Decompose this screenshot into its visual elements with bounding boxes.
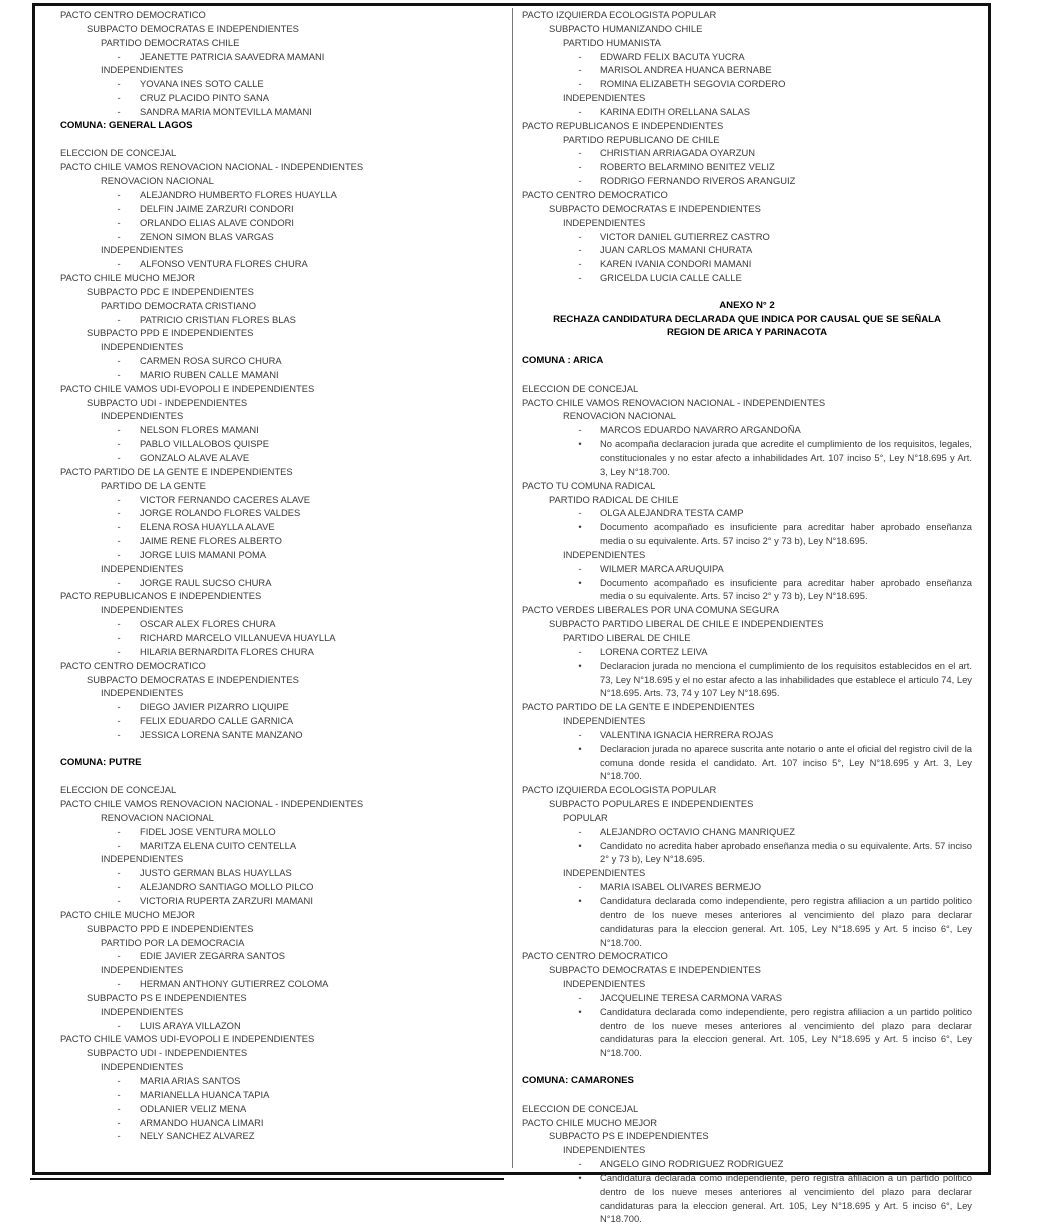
candidate-item	[522, 77, 972, 91]
candidate-item	[522, 991, 972, 1005]
reason-text: Documento acompañado es insuficiente para acreditar haber aprobado enseñanza media o su equivalente. Arts. 57 inciso 2° y 73 b), Ley N°18.695.	[600, 521, 972, 547]
column-divider	[512, 8, 513, 1168]
group-label: PACTO CHILE MUCHO MEJOR	[60, 908, 196, 920]
candidate-item	[60, 50, 500, 64]
candidate-name: GRICELDA LUCIA CALLE CALLE	[600, 272, 742, 284]
candidate-name: PATRICIO CRISTIAN FLORES BLAS	[140, 313, 296, 325]
candidate-name: VICTOR FERNANDO CACERES ALAVE	[140, 493, 311, 505]
candidate-name: JUSTO GERMAN BLAS HUAYLLAS	[140, 867, 292, 879]
candidate-item	[60, 1088, 500, 1102]
candidate-name: MARIO RUBEN CALLE MAMANI	[140, 368, 279, 380]
candidate-item	[60, 714, 500, 728]
group-label: PARTIDO HUMANISTA	[563, 36, 661, 48]
dash-marker: -	[117, 1116, 121, 1128]
group-label: SUBPACTO PARTIDO LIBERAL DE CHILE E INDEPENDIENTES	[549, 618, 824, 630]
rejection-reason	[522, 742, 972, 784]
group-label: PACTO CHILE MUCHO MEJOR	[522, 1116, 658, 1128]
group-label: PACTO IZQUIERDA ECOLOGISTA POPULAR	[522, 784, 717, 796]
dash-marker: -	[578, 562, 582, 574]
candidate-item	[522, 562, 972, 576]
candidate-name: HILARIA BERNARDITA FLORES CHURA	[140, 645, 314, 657]
candidate-item	[60, 105, 500, 119]
candidate-item	[522, 257, 972, 271]
rejection-reason	[522, 839, 972, 867]
candidate-item	[60, 437, 500, 451]
dash-marker: -	[117, 950, 121, 962]
group-label: SUBPACTO HUMANIZANDO CHILE	[549, 22, 703, 34]
candidate-item	[60, 631, 500, 645]
group-label: SUBPACTO DEMOCRATAS E INDEPENDIENTES	[87, 22, 299, 34]
candidate-item	[60, 1019, 500, 1033]
candidate-name: CHRISTIAN ARRIAGADA OYARZUN	[600, 147, 756, 159]
candidate-name: MARIANELLA HUANCA TAPIA	[140, 1088, 270, 1100]
spacer	[60, 769, 500, 783]
candidate-item	[60, 423, 500, 437]
group-label: PACTO TU COMUNA RADICAL	[522, 479, 656, 491]
group-label: INDEPENDIENTES	[563, 867, 646, 879]
reason-text: Candidato no acredita haber aprobado enseñanza media o su equivalente. Arts. 57 inciso 2° y 73 b), Ley N°18.695.	[600, 839, 972, 865]
dash-marker: -	[117, 1019, 121, 1031]
candidate-name: LORENA CORTEZ LEIVA	[600, 645, 708, 657]
dash-marker: -	[117, 424, 121, 436]
candidate-name: JORGE RAUL SUCSO CHURA	[140, 576, 272, 588]
dash-marker: -	[578, 50, 582, 62]
reason-text: Declaracion jurada no aparece suscrita ante notario o ante el oficial del registro civil de la comuna donde resida el candidato. Art. 107 inciso 5°, Ley N°18.695 y Art. 3, Ley N°18.700.	[600, 742, 972, 782]
bullet-marker: •	[578, 576, 582, 588]
dash-marker: -	[117, 313, 121, 325]
dash-marker: -	[117, 825, 121, 837]
candidate-name: JORGE LUIS MAMANI POMA	[140, 548, 267, 560]
dash-marker: -	[117, 50, 121, 62]
candidate-name: OSCAR ALEX FLORES CHURA	[140, 618, 276, 630]
candidate-name: JACQUELINE TERESA CARMONA VARAS	[600, 991, 782, 1003]
group-label: ELECCION DE CONCEJAL	[60, 784, 177, 796]
comuna-heading: COMUNA : ARICA	[522, 355, 604, 367]
dash-marker: -	[117, 452, 121, 463]
candidate-item	[522, 728, 972, 742]
candidate-item	[522, 506, 972, 520]
group-label: PACTO IZQUIERDA ECOLOGISTA POPULAR	[522, 9, 717, 20]
dash-marker: -	[578, 258, 582, 270]
candidate-item	[522, 230, 972, 244]
group-label: SUBPACTO POPULARES E INDEPENDIENTES	[549, 798, 754, 810]
spacer	[522, 368, 972, 382]
group-label: ELECCION DE CONCEJAL	[60, 147, 177, 159]
candidate-name: CRUZ PLACIDO PINTO SANA	[140, 92, 270, 104]
rejection-reason	[522, 894, 972, 949]
candidate-name: FELIX EDUARDO CALLE GARNICA	[140, 715, 294, 727]
candidate-item	[60, 1116, 500, 1130]
candidate-name: YOVANA INES SOTO CALLE	[140, 78, 264, 90]
candidate-item	[522, 645, 972, 659]
candidate-item	[60, 617, 500, 631]
candidate-name: KAREN IVANIA CONDORI MAMANI	[600, 258, 752, 270]
group-label: INDEPENDIENTES	[101, 244, 184, 256]
group-label: PACTO CHILE VAMOS RENOVACION NACIONAL - INDEPENDIENTES	[60, 798, 364, 810]
footer-rule	[30, 1178, 504, 1180]
group-label: RENOVACION NACIONAL	[101, 811, 214, 823]
candidate-item	[60, 506, 500, 520]
group-label: INDEPENDIENTES	[101, 687, 184, 699]
dash-marker: -	[117, 230, 121, 242]
dash-marker: -	[117, 438, 121, 450]
anexo-heading: REGION DE ARICA Y PARINACOTA	[666, 327, 828, 339]
dash-marker: -	[117, 216, 121, 228]
dash-marker: -	[117, 493, 121, 505]
candidate-item	[60, 520, 500, 534]
candidate-name: PABLO VILLALOBOS QUISPE	[140, 438, 270, 450]
candidate-item	[60, 91, 500, 105]
dash-marker: -	[117, 521, 121, 533]
bullet-marker: •	[578, 659, 582, 671]
group-label: INDEPENDIENTES	[101, 1005, 184, 1017]
dash-marker: -	[117, 631, 121, 643]
candidate-item	[60, 534, 500, 548]
candidate-item	[60, 894, 500, 908]
dash-marker: -	[117, 1088, 121, 1100]
dash-marker: -	[117, 645, 121, 657]
bullet-marker: •	[578, 438, 582, 450]
candidate-name: DIEGO JAVIER PIZARRO LIQUIPE	[140, 701, 289, 713]
group-label: PACTO CHILE VAMOS UDI-EVOPOLI E INDEPENDIENTES	[60, 1033, 315, 1045]
group-label: PACTO CHILE VAMOS UDI-EVOPOLI E INDEPENDIENTES	[60, 382, 315, 394]
candidate-name: ARMANDO HUANCA LIMARI	[140, 1116, 264, 1128]
dash-marker: -	[117, 535, 121, 547]
candidate-item	[60, 257, 500, 271]
dash-marker: -	[117, 728, 121, 740]
group-label: RENOVACION NACIONAL	[563, 410, 676, 422]
dash-marker: -	[578, 105, 582, 117]
dash-marker: -	[578, 64, 582, 76]
dash-marker: -	[117, 92, 121, 104]
candidate-item	[522, 146, 972, 160]
rejection-reason	[522, 576, 972, 604]
candidate-name: NELSON FLORES MAMANI	[140, 424, 259, 436]
candidate-name: EDWARD FELIX BACUTA YUCRA	[600, 50, 745, 62]
group-label: PARTIDO POR LA DEMOCRACIA	[101, 936, 245, 948]
candidate-item	[60, 188, 500, 202]
candidate-name: JORGE ROLANDO FLORES VALDES	[140, 507, 301, 519]
dash-marker: -	[578, 728, 582, 740]
candidate-name: ELENA ROSA HUAYLLA ALAVE	[140, 521, 275, 533]
group-label: POPULAR	[563, 811, 608, 823]
group-label: INDEPENDIENTES	[563, 978, 646, 990]
dash-marker: -	[117, 839, 121, 851]
dash-marker: -	[578, 147, 582, 159]
dash-marker: -	[117, 1130, 121, 1142]
spacer	[522, 340, 972, 354]
candidate-name: SANDRA MARIA MONTEVILLA MAMANI	[140, 105, 312, 117]
candidate-name: ALEJANDRO HUMBERTO FLORES HUAYLLA	[140, 188, 337, 200]
group-label: PARTIDO DEMOCRATA CRISTIANO	[101, 299, 257, 311]
dash-marker: -	[578, 645, 582, 657]
candidate-item	[60, 977, 500, 991]
bullet-marker: •	[578, 1171, 582, 1183]
candidate-item	[60, 313, 500, 327]
spacer	[60, 133, 500, 147]
group-label: INDEPENDIENTES	[563, 92, 646, 104]
candidate-name: FIDEL JOSE VENTURA MOLLO	[140, 825, 276, 837]
candidate-item	[60, 451, 500, 465]
bullet-marker: •	[578, 521, 582, 533]
group-label: RENOVACION NACIONAL	[101, 175, 214, 187]
dash-marker: -	[578, 161, 582, 173]
dash-marker: -	[578, 507, 582, 519]
anexo-heading: ANEXO N° 2	[719, 299, 775, 311]
candidate-item	[522, 160, 972, 174]
candidate-name: ALEJANDRO SANTIAGO MOLLO PILCO	[140, 881, 314, 893]
dash-marker: -	[117, 548, 121, 560]
dash-marker: -	[578, 991, 582, 1003]
candidate-name: MARIA ARIAS SANTOS	[140, 1074, 241, 1086]
group-label: INDEPENDIENTES	[563, 715, 646, 727]
candidate-name: VICTORIA RUPERTA ZARZURI MAMANI	[140, 895, 313, 906]
dash-marker: -	[578, 175, 582, 187]
candidate-name: NELY SANCHEZ ALVAREZ	[140, 1130, 255, 1142]
group-label: SUBPACTO UDI - INDEPENDIENTES	[87, 396, 248, 408]
comuna-heading: COMUNA: GENERAL LAGOS	[60, 119, 193, 131]
candidate-name: ANGELO GINO RODRIGUEZ RODRIGUEZ	[600, 1158, 784, 1170]
candidate-item	[60, 368, 500, 382]
candidate-name: JESSICA LORENA SANTE MANZANO	[140, 728, 303, 740]
comuna-heading: COMUNA: PUTRE	[60, 756, 142, 768]
candidate-name: MARISOL ANDREA HUANCA BERNABE	[600, 64, 772, 76]
reason-text: Candidatura declarada como independiente, pero registra afiliacion a un partido politico dentro de los nueve meses anteriores al vencimiento del plazo para declarar candidaturas para la eleccion general. Art. 105, Ley N°18.695 y Art. 5 inciso 6°, Ley N°18.700.	[600, 1171, 972, 1225]
group-label: SUBPACTO DEMOCRATAS E INDEPENDIENTES	[87, 673, 299, 685]
candidate-item	[60, 1129, 500, 1143]
candidate-name: JEANETTE PATRICIA SAAVEDRA MAMANI	[140, 50, 325, 62]
candidate-item	[522, 423, 972, 437]
candidate-item	[60, 230, 500, 244]
candidate-name: GONZALO ALAVE ALAVE	[140, 452, 250, 463]
anexo-heading: RECHAZA CANDIDATURA DECLARADA QUE INDICA POR CAUSAL QUE SE SEÑALA	[553, 313, 941, 325]
candidate-item	[60, 202, 500, 216]
candidate-name: JAIME RENE FLORES ALBERTO	[140, 535, 282, 547]
candidate-name: KARINA EDITH ORELLANA SALAS	[600, 105, 751, 117]
candidate-item	[60, 493, 500, 507]
candidate-item	[522, 243, 972, 257]
group-label: INDEPENDIENTES	[101, 1061, 184, 1073]
group-label: PACTO CENTRO DEMOCRATICO	[60, 9, 206, 20]
spacer	[522, 1060, 972, 1074]
dash-marker: -	[578, 424, 582, 436]
group-label: ELECCION DE CONCEJAL	[522, 1102, 639, 1114]
candidate-name: MARIA ISABEL OLIVARES BERMEJO	[600, 881, 761, 893]
candidate-name: ROMINA ELIZABETH SEGOVIA CORDERO	[600, 78, 786, 90]
candidate-item	[60, 949, 500, 963]
reason-text: Candidatura declarada como independiente, pero registra afiliacion a un partido politico dentro de los nueve meses anteriores al vencimiento del plazo para declarar candidaturas para la eleccion general. Art. 105, Ley N°18.695 y Art. 5 inciso 6°, Ley N°18.700.	[600, 1005, 972, 1059]
group-label: PACTO CENTRO DEMOCRATICO	[522, 188, 668, 200]
group-label: PACTO PARTIDO DE LA GENTE E INDEPENDIENTES	[522, 701, 755, 713]
dash-marker: -	[117, 701, 121, 713]
group-label: PACTO REPUBLICANOS E INDEPENDIENTES	[522, 119, 724, 131]
group-label: PACTO VERDES LIBERALES POR UNA COMUNA SEGURA	[522, 604, 780, 616]
group-label: PARTIDO RADICAL DE CHILE	[549, 493, 679, 505]
group-label: PARTIDO REPUBLICANO DE CHILE	[563, 133, 720, 145]
group-label: ELECCION DE CONCEJAL	[522, 382, 639, 394]
candidate-item	[60, 700, 500, 714]
group-label: INDEPENDIENTES	[101, 853, 184, 865]
group-label: SUBPACTO UDI - INDEPENDIENTES	[87, 1047, 248, 1059]
candidate-name: JUAN CARLOS MAMANI CHURATA	[600, 244, 753, 256]
candidate-item	[60, 839, 500, 853]
reason-text: No acompaña declaracion jurada que acredite el cumplimiento de los requisitos, legales, constitucionales y no estar afecto a inhabilidades Art. 107 inciso 5°, Ley N°18.695 y Art. 3, Ley N°18.700.	[600, 438, 972, 477]
candidate-name: RODRIGO FERNANDO RIVEROS ARANGUIZ	[600, 175, 796, 187]
right-column	[522, 8, 972, 1226]
candidate-name: VALENTINA IGNACIA HERRERA ROJAS	[600, 728, 774, 740]
candidate-item	[522, 880, 972, 894]
reason-text: Declaracion jurada no menciona el cumplimiento de los requisitos establecidos en el art. 73, Ley N°18.695 y el no estar afecto a las inhabilidades que establece el articulo 74, Ley N°18.695. Arts. 73, 74 y 107 Ley N°18.695.	[600, 659, 972, 699]
candidate-item	[60, 1074, 500, 1088]
group-label: INDEPENDIENTES	[563, 548, 646, 560]
candidate-item	[60, 728, 500, 742]
candidate-name: EDIE JAVIER ZEGARRA SANTOS	[140, 950, 285, 962]
bullet-marker: •	[578, 839, 582, 851]
candidate-item	[60, 576, 500, 590]
bullet-marker: •	[578, 895, 582, 906]
rejection-reason	[522, 1171, 972, 1226]
dash-marker: -	[117, 895, 121, 906]
candidate-name: MARITZA ELENA CUITO CENTELLA	[140, 839, 297, 851]
group-label: INDEPENDIENTES	[101, 341, 184, 353]
group-label: INDEPENDIENTES	[101, 964, 184, 976]
group-label: PACTO CHILE VAMOS RENOVACION NACIONAL - INDEPENDIENTES	[522, 396, 826, 408]
group-label: INDEPENDIENTES	[101, 410, 184, 422]
dash-marker: -	[117, 576, 121, 588]
group-label: SUBPACTO PS E INDEPENDIENTES	[549, 1130, 709, 1142]
candidate-name: ZENON SIMON BLAS VARGAS	[140, 230, 274, 242]
dash-marker: -	[117, 188, 121, 200]
dash-marker: -	[578, 881, 582, 893]
spacer	[522, 285, 972, 299]
group-label: PARTIDO DE LA GENTE	[101, 479, 206, 491]
reason-text: Candidatura declarada como independiente, pero registra afiliacion a un partido politico dentro de los nueve meses anteriores al vencimiento del plazo para declarar candidaturas para la eleccion general. Art. 105, Ley N°18.695 y Art. 5 inciso 6°, Ley N°18.700.	[600, 895, 972, 948]
candidate-item	[60, 216, 500, 230]
dash-marker: -	[117, 355, 121, 367]
candidate-name: RICHARD MARCELO VILLANUEVA HUAYLLA	[140, 631, 336, 643]
group-label: PACTO CHILE VAMOS RENOVACION NACIONAL - INDEPENDIENTES	[60, 161, 364, 173]
candidate-item	[522, 271, 972, 285]
candidate-name: ODLANIER VELIZ MENA	[140, 1102, 247, 1114]
candidate-item	[522, 1157, 972, 1171]
reason-text: Documento acompañado es insuficiente para acreditar haber aprobado enseñanza media o su equivalente. Arts. 57 inciso 2° y 73 b), Ley N°18.695.	[600, 576, 972, 602]
candidate-item	[60, 1102, 500, 1116]
group-label: PACTO CHILE MUCHO MEJOR	[60, 272, 196, 284]
group-label: PARTIDO DEMOCRATAS CHILE	[101, 36, 240, 48]
rejection-reason	[522, 659, 972, 701]
dash-marker: -	[117, 618, 121, 630]
candidate-item	[60, 880, 500, 894]
dash-marker: -	[117, 978, 121, 990]
candidate-name: OLGA ALEJANDRA TESTA CAMP	[600, 507, 744, 519]
dash-marker: -	[117, 105, 121, 117]
group-label: SUBPACTO PS E INDEPENDIENTES	[87, 991, 247, 1003]
dash-marker: -	[578, 272, 582, 284]
candidate-item	[522, 105, 972, 119]
candidate-item	[522, 174, 972, 188]
dash-marker: -	[578, 825, 582, 837]
rejection-reason	[522, 520, 972, 548]
candidate-name: ORLANDO ELIAS ALAVE CONDORI	[140, 216, 295, 228]
group-label: INDEPENDIENTES	[101, 64, 184, 76]
candidate-name: WILMER MARCA ARUQUIPA	[600, 562, 724, 574]
dash-marker: -	[117, 78, 121, 90]
candidate-name: ALFONSO VENTURA FLORES CHURA	[140, 258, 308, 270]
comuna-heading: COMUNA: CAMARONES	[522, 1074, 634, 1086]
dash-marker: -	[117, 867, 121, 879]
dash-marker: -	[117, 258, 121, 270]
candidate-name: ALEJANDRO OCTAVIO CHANG MANRIQUEZ	[600, 825, 795, 837]
candidate-name: ROBERTO BELARMINO BENITEZ VELIZ	[600, 161, 775, 173]
group-label: SUBPACTO PPD E INDEPENDIENTES	[87, 327, 254, 339]
candidate-name: CARMEN ROSA SURCO CHURA	[140, 355, 282, 367]
candidate-name: VICTOR DANIEL GUTIERREZ CASTRO	[600, 230, 770, 242]
candidate-item	[60, 645, 500, 659]
dash-marker: -	[117, 1074, 121, 1086]
group-label: SUBPACTO DEMOCRATAS E INDEPENDIENTES	[549, 202, 761, 214]
candidate-item	[60, 866, 500, 880]
dash-marker: -	[578, 230, 582, 242]
dash-marker: -	[117, 507, 121, 519]
dash-marker: -	[117, 881, 121, 893]
bullet-marker: •	[578, 742, 582, 754]
candidate-name: MARCOS EDUARDO NAVARRO ARGANDOÑA	[600, 424, 801, 436]
dash-marker: -	[117, 368, 121, 380]
dash-marker: -	[117, 202, 121, 214]
dash-marker: -	[117, 715, 121, 727]
rejection-reason	[522, 1005, 972, 1060]
left-column	[60, 8, 500, 1143]
group-label: INDEPENDIENTES	[101, 604, 184, 616]
group-label: PACTO CENTRO DEMOCRATICO	[522, 950, 668, 962]
group-label: PARTIDO LIBERAL DE CHILE	[563, 631, 691, 643]
bullet-marker: •	[578, 1005, 582, 1017]
dash-marker: -	[578, 244, 582, 256]
group-label: SUBPACTO PPD E INDEPENDIENTES	[87, 922, 254, 934]
candidate-name: HERMAN ANTHONY GUTIERREZ COLOMA	[140, 978, 329, 990]
candidate-item	[522, 825, 972, 839]
spacer	[60, 742, 500, 756]
candidate-item	[60, 354, 500, 368]
group-label: INDEPENDIENTES	[563, 216, 646, 228]
dash-marker: -	[117, 1102, 121, 1114]
spacer	[522, 1088, 972, 1102]
group-label: SUBPACTO DEMOCRATAS E INDEPENDIENTES	[549, 964, 761, 976]
candidate-item	[60, 825, 500, 839]
group-label: PACTO CENTRO DEMOCRATICO	[60, 659, 206, 671]
candidate-item	[60, 548, 500, 562]
group-label: SUBPACTO PDC E INDEPENDIENTES	[87, 285, 254, 297]
candidate-item	[60, 77, 500, 91]
group-label: PACTO PARTIDO DE LA GENTE E INDEPENDIENTES	[60, 465, 293, 477]
candidate-item	[522, 63, 972, 77]
group-label: INDEPENDIENTES	[101, 562, 184, 574]
dash-marker: -	[578, 1158, 582, 1170]
candidate-name: DELFIN JAIME ZARZURI CONDORI	[140, 202, 294, 214]
dash-marker: -	[578, 78, 582, 90]
group-label: PACTO REPUBLICANOS E INDEPENDIENTES	[60, 590, 262, 602]
rejection-reason	[522, 437, 972, 479]
candidate-item	[522, 50, 972, 64]
candidate-name: LUIS ARAYA VILLAZON	[140, 1019, 241, 1031]
group-label: INDEPENDIENTES	[563, 1144, 646, 1156]
